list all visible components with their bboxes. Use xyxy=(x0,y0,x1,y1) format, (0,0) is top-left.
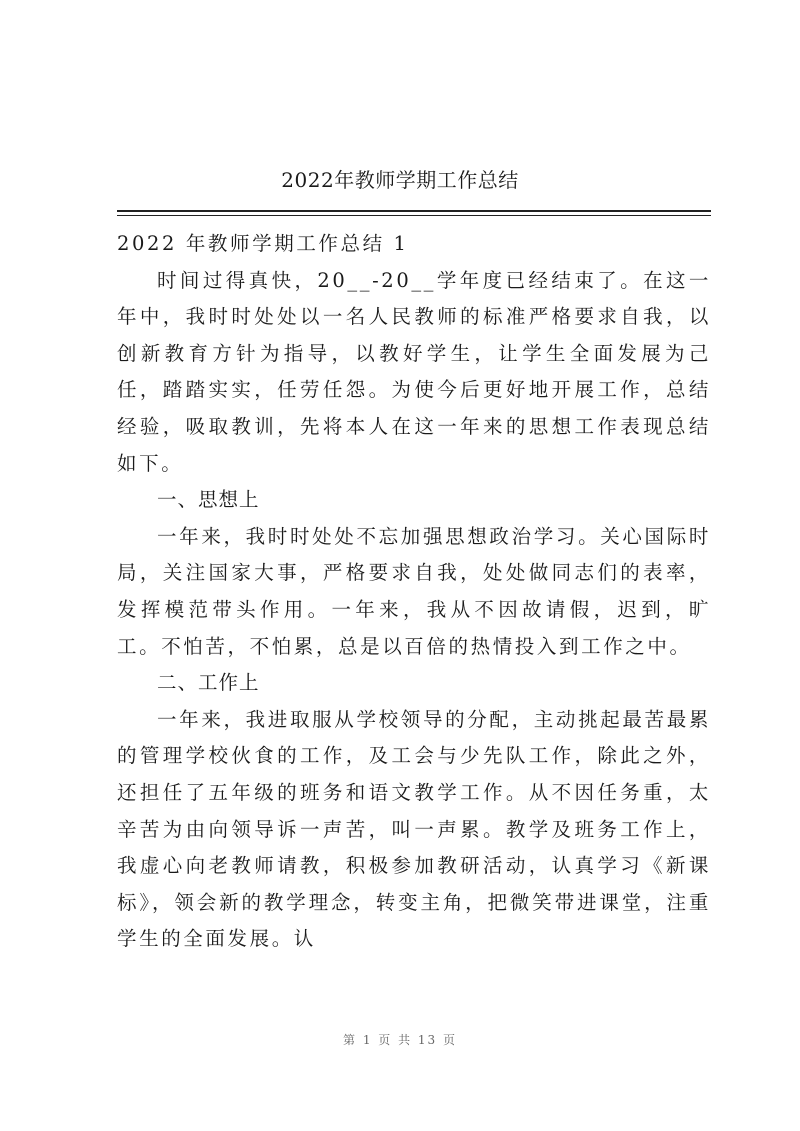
page-footer: 第 1 页 共 13 页 xyxy=(343,1033,457,1047)
section-heading: 2022 年教师学期工作总结 1 xyxy=(117,232,409,255)
body-paragraph-thought: 一年来，我时时处处不忘加强思想政治学习。关心国际时局，关注国家大事，严格要求自我，处处做同志们的表率，发挥模范带头作用。一年来，我从不因故请假，迟到，旷工。不怕苦，不怕累，总是以百倍的热情投入到工作之中。 xyxy=(117,524,711,658)
subheading-thought: 一、思想上 xyxy=(157,488,260,512)
document-title: 2022年教师学期工作总结 xyxy=(281,168,519,192)
subheading-work: 二、工作上 xyxy=(157,671,260,695)
title-divider-thin xyxy=(117,215,711,216)
body-paragraph-intro: 时间过得真快，20__-20__学年度已经结束了。在这一年中，我时时处处以一名人民教师的标准严格要求自我，以创新教育方针为指导，以教好学生，让学生全面发展为己任，踏踏实实，任劳任怨。为使今后更好地开展工作，总结经验，吸取教训，先将本人在这一年来的思想工作表现总结如下。 xyxy=(117,268,711,475)
body-paragraph-work: 一年来，我进取服从学校领导的分配，主动挑起最苦最累的管理学校伙食的工作，及工会与少先队工作，除此之外，还担任了五年级的班务和语文教学工作。从不因任务重，太辛苦为由向领导诉一声苦，叫一声累。教学及班务工作上，我虚心向老教师请教，积极参加教研活动，认真学习《新课标》，领会新的教学理念，转变主角，把微笑带进课堂，注重学生的全面发展。认 xyxy=(117,707,711,951)
title-divider xyxy=(117,210,711,212)
document-body xyxy=(117,226,711,958)
